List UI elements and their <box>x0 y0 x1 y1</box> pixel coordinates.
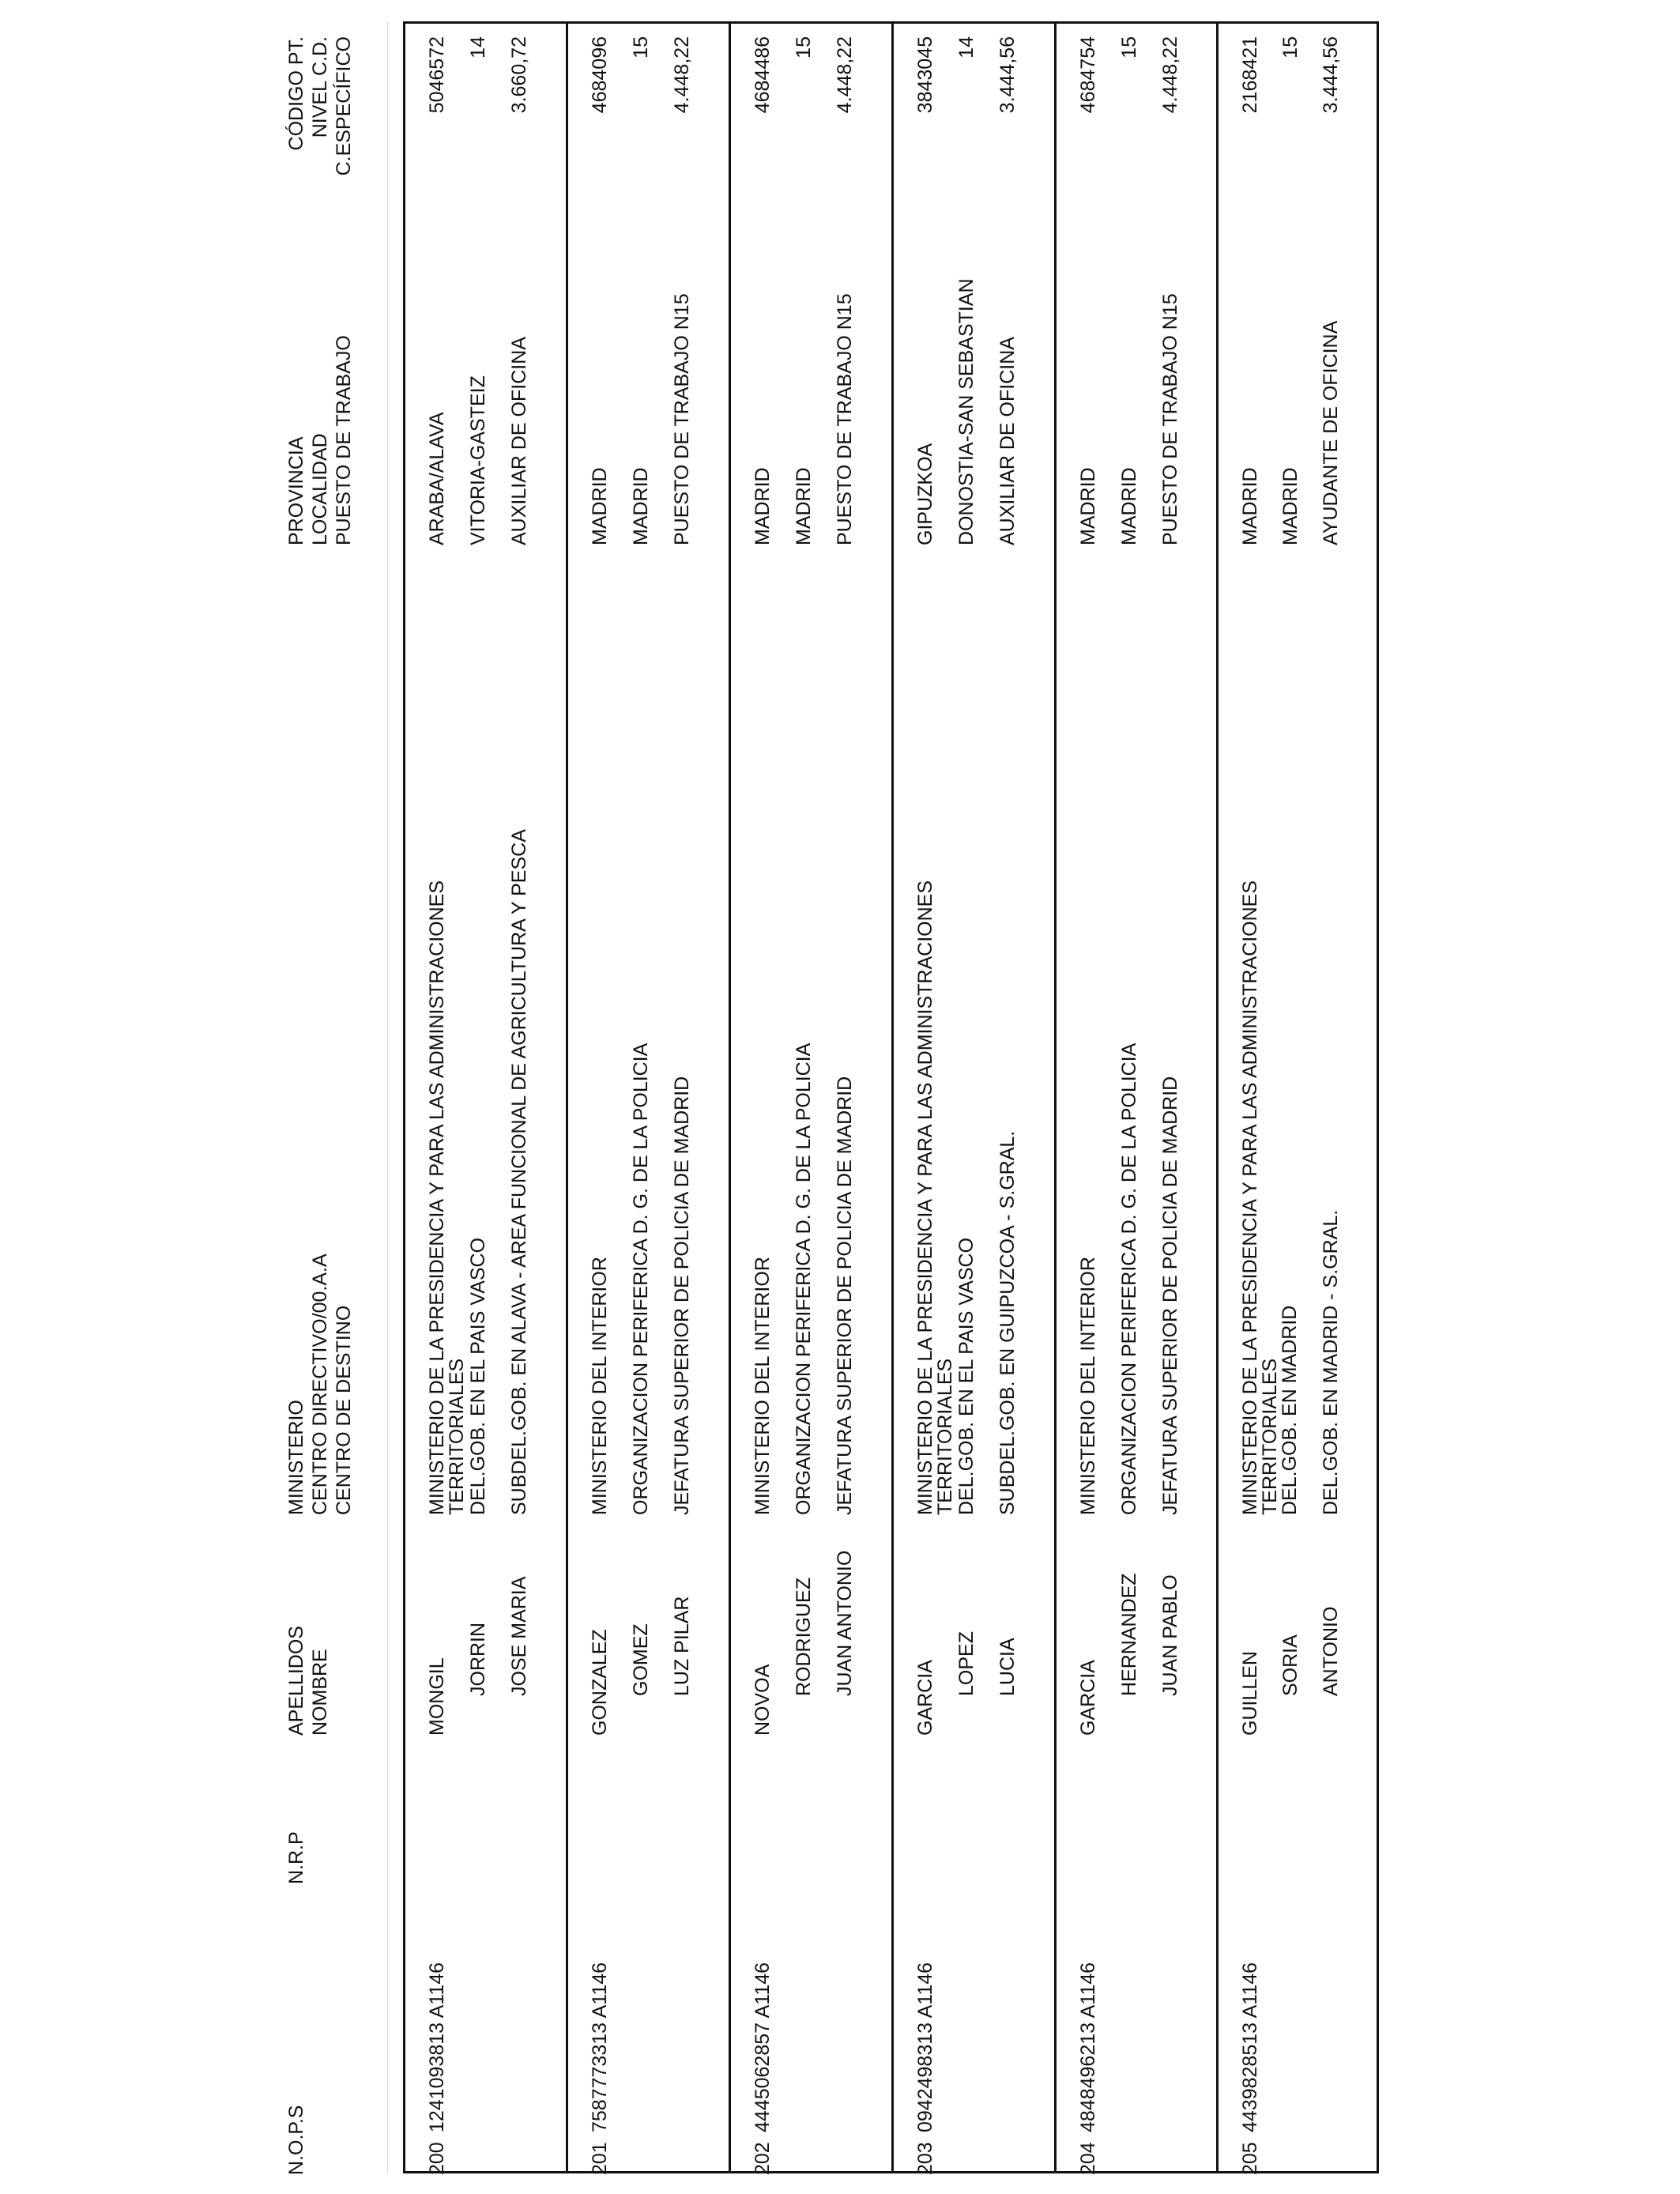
cell-especifico: 4.448,22 <box>1159 36 1181 114</box>
cell-localidad: MADRID <box>630 467 652 545</box>
cell-apellido2: HERNANDEZ <box>1118 1573 1140 1696</box>
cell-provincia: MADRID <box>1239 467 1261 545</box>
cell-nombre: LUZ PILAR <box>671 1596 693 1696</box>
cell-apellido2: SORIA <box>1279 1634 1301 1696</box>
cell-centro-destino: JEFATURA SUPERIOR DE POLICIA DE MADRID <box>671 1076 693 1515</box>
cell-codigo: 3843045 <box>914 36 936 114</box>
cell-apellido2: JORRIN <box>467 1622 489 1696</box>
cell-puesto: AUXILIAR DE OFICINA <box>996 337 1019 545</box>
cell-ministerio: MINISTERIO DEL INTERIOR <box>751 1257 774 1515</box>
cell-apellido1: GONZALEZ <box>589 1629 611 1736</box>
header-centro-directivo: CENTRO DIRECTIVO/00.A.A <box>309 1253 331 1515</box>
cell-centro-directivo: ORGANIZACION PERIFERICA D. G. DE LA POLICIA <box>630 1042 652 1515</box>
cell-nops: 202 <box>751 2142 774 2175</box>
cell-apellido1: NOVOA <box>751 1664 774 1736</box>
cell-provincia: GIPUZKOA <box>914 443 936 545</box>
cell-apellido2: LOPEZ <box>955 1631 977 1696</box>
header-centro-destino: CENTRO DE DESTINO <box>333 1305 355 1515</box>
cell-codigo: 4684486 <box>751 36 774 114</box>
cell-nrp: 0942498313 A1146 <box>914 1962 936 2132</box>
cell-puesto: AYUDANTE DE OFICINA <box>1320 320 1342 545</box>
row-separator <box>1216 21 1219 2173</box>
cell-ministerio: MINISTERIO DE LA PRESIDENCIA Y PARA LAS ADMINISTRACIONES <box>914 880 936 1515</box>
cell-localidad: DONOSTIA-SAN SEBASTIAN <box>955 278 977 545</box>
cell-especifico: 4.448,22 <box>671 36 693 114</box>
cell-ministerio: MINISTERIO DEL INTERIOR <box>1077 1257 1099 1515</box>
cell-localidad: MADRID <box>793 467 815 545</box>
cell-centro-destino: DEL.GOB. EN MADRID - S.GRAL. <box>1320 1209 1342 1515</box>
cell-centro-directivo: ORGANIZACION PERIFERICA D. G. DE LA POLICIA <box>1118 1042 1140 1515</box>
cell-nombre: ANTONIO <box>1320 1606 1342 1696</box>
row-separator <box>891 21 894 2173</box>
cell-apellido2: GOMEZ <box>630 1623 652 1696</box>
cell-ministerio: MINISTERIO DE LA PRESIDENCIA Y PARA LAS ADMINISTRACIONES <box>1239 880 1261 1515</box>
header-nrp: N.R.P <box>285 1831 307 1884</box>
header-apellidos: APELLIDOS <box>285 1626 307 1736</box>
cell-puesto: AUXILIAR DE OFICINA <box>508 337 530 545</box>
cell-provincia: MADRID <box>1077 467 1099 545</box>
cell-codigo: 5046572 <box>426 36 448 114</box>
cell-nops: 205 <box>1239 2142 1261 2175</box>
cell-nombre: JOSE MARIA <box>508 1576 530 1696</box>
cell-codigo: 4684754 <box>1077 36 1099 114</box>
header-puesto: PUESTO DE TRABAJO <box>333 335 355 545</box>
cell-nops: 204 <box>1077 2142 1099 2175</box>
cell-apellido1: GARCIA <box>1077 1660 1099 1736</box>
cell-especifico: 4.448,22 <box>834 36 856 114</box>
cell-nivel: 15 <box>630 36 652 58</box>
cell-nivel: 14 <box>955 36 977 58</box>
row-separator <box>1054 21 1057 2173</box>
cell-puesto: PUESTO DE TRABAJO N15 <box>671 293 693 545</box>
header-localidad: LOCALIDAD <box>309 433 331 545</box>
cell-centro-destino: SUBDEL.GOB. EN GUIPUZCOA - S.GRAL. <box>996 1130 1019 1515</box>
cell-ministerio-cont: TERRITORIALES <box>934 1358 956 1515</box>
cell-nrp: 4445062857 A1146 <box>751 1962 774 2132</box>
cell-localidad: VITORIA-GASTEIZ <box>467 375 489 545</box>
cell-ministerio-cont: TERRITORIALES <box>1259 1358 1281 1515</box>
cell-ministerio: MINISTERIO DEL INTERIOR <box>589 1257 611 1515</box>
cell-nombre: JUAN ANTONIO <box>834 1550 856 1696</box>
cell-nombre: JUAN PABLO <box>1159 1574 1181 1696</box>
cell-nrp: 1241093813 A1146 <box>426 1962 448 2132</box>
header-ministerio: MINISTERIO <box>285 1400 307 1515</box>
cell-nombre: LUCIA <box>996 1638 1019 1696</box>
cell-nivel: 15 <box>793 36 815 58</box>
row-separator <box>729 21 731 2173</box>
cell-nrp: 7587773313 A1146 <box>589 1962 611 2132</box>
header-guide-line <box>387 21 388 2173</box>
cell-ministerio: MINISTERIO DE LA PRESIDENCIA Y PARA LAS ADMINISTRACIONES <box>426 880 448 1515</box>
cell-centro-destino: SUBDEL.GOB. EN ALAVA - AREA FUNCIONAL DE AGRICULTURA Y PESCA <box>508 829 530 1515</box>
cell-localidad: MADRID <box>1279 467 1301 545</box>
cell-centro-directivo: ORGANIZACION PERIFERICA D. G. DE LA POLICIA <box>793 1042 815 1515</box>
cell-centro-directivo: DEL.GOB. EN EL PAIS VASCO <box>467 1237 489 1515</box>
cell-centro-destino: JEFATURA SUPERIOR DE POLICIA DE MADRID <box>1159 1076 1181 1515</box>
cell-especifico: 3.660,72 <box>508 36 530 114</box>
cell-puesto: PUESTO DE TRABAJO N15 <box>834 293 856 545</box>
row-separator <box>566 21 568 2173</box>
cell-nops: 203 <box>914 2142 936 2175</box>
header-nivel: NIVEL C.D. <box>309 36 331 138</box>
cell-puesto: PUESTO DE TRABAJO N15 <box>1159 293 1181 545</box>
cell-centro-directivo: DEL.GOB. EN MADRID <box>1279 1305 1301 1515</box>
cell-centro-destino: JEFATURA SUPERIOR DE POLICIA DE MADRID <box>834 1076 856 1515</box>
cell-codigo: 4684096 <box>589 36 611 114</box>
cell-ministerio-cont: TERRITORIALES <box>446 1358 468 1515</box>
cell-nivel: 14 <box>467 36 489 58</box>
cell-provincia: MADRID <box>589 467 611 545</box>
cell-localidad: MADRID <box>1118 467 1140 545</box>
cell-nivel: 15 <box>1279 36 1301 58</box>
cell-provincia: MADRID <box>751 467 774 545</box>
cell-centro-directivo: DEL.GOB. EN EL PAIS VASCO <box>955 1237 977 1515</box>
header-nombre: NOMBRE <box>309 1649 331 1736</box>
cell-apellido1: GUILLEN <box>1239 1651 1261 1736</box>
cell-provincia: ARABA/ALAVA <box>426 412 448 545</box>
header-especifico: C.ESPECÍFICO <box>333 36 355 176</box>
header-nops: N.O.P.S <box>285 2105 307 2175</box>
header-provincia: PROVINCIA <box>285 436 307 545</box>
cell-nops: 201 <box>589 2142 611 2175</box>
cell-nivel: 15 <box>1118 36 1140 58</box>
cell-apellido2: RODRIGUEZ <box>793 1578 815 1696</box>
cell-codigo: 2168421 <box>1239 36 1261 114</box>
header-codigo: CÓDIGO PT. <box>285 36 307 151</box>
cell-nrp: 4848496213 A1146 <box>1077 1962 1099 2132</box>
cell-especifico: 3.444,56 <box>1320 36 1342 114</box>
cell-especifico: 3.444,56 <box>996 36 1019 114</box>
cell-nops: 200 <box>426 2142 448 2175</box>
cell-nrp: 4439828513 A1146 <box>1239 1962 1261 2132</box>
cell-apellido1: GARCIA <box>914 1660 936 1736</box>
cell-apellido1: MONGIL <box>426 1657 448 1736</box>
